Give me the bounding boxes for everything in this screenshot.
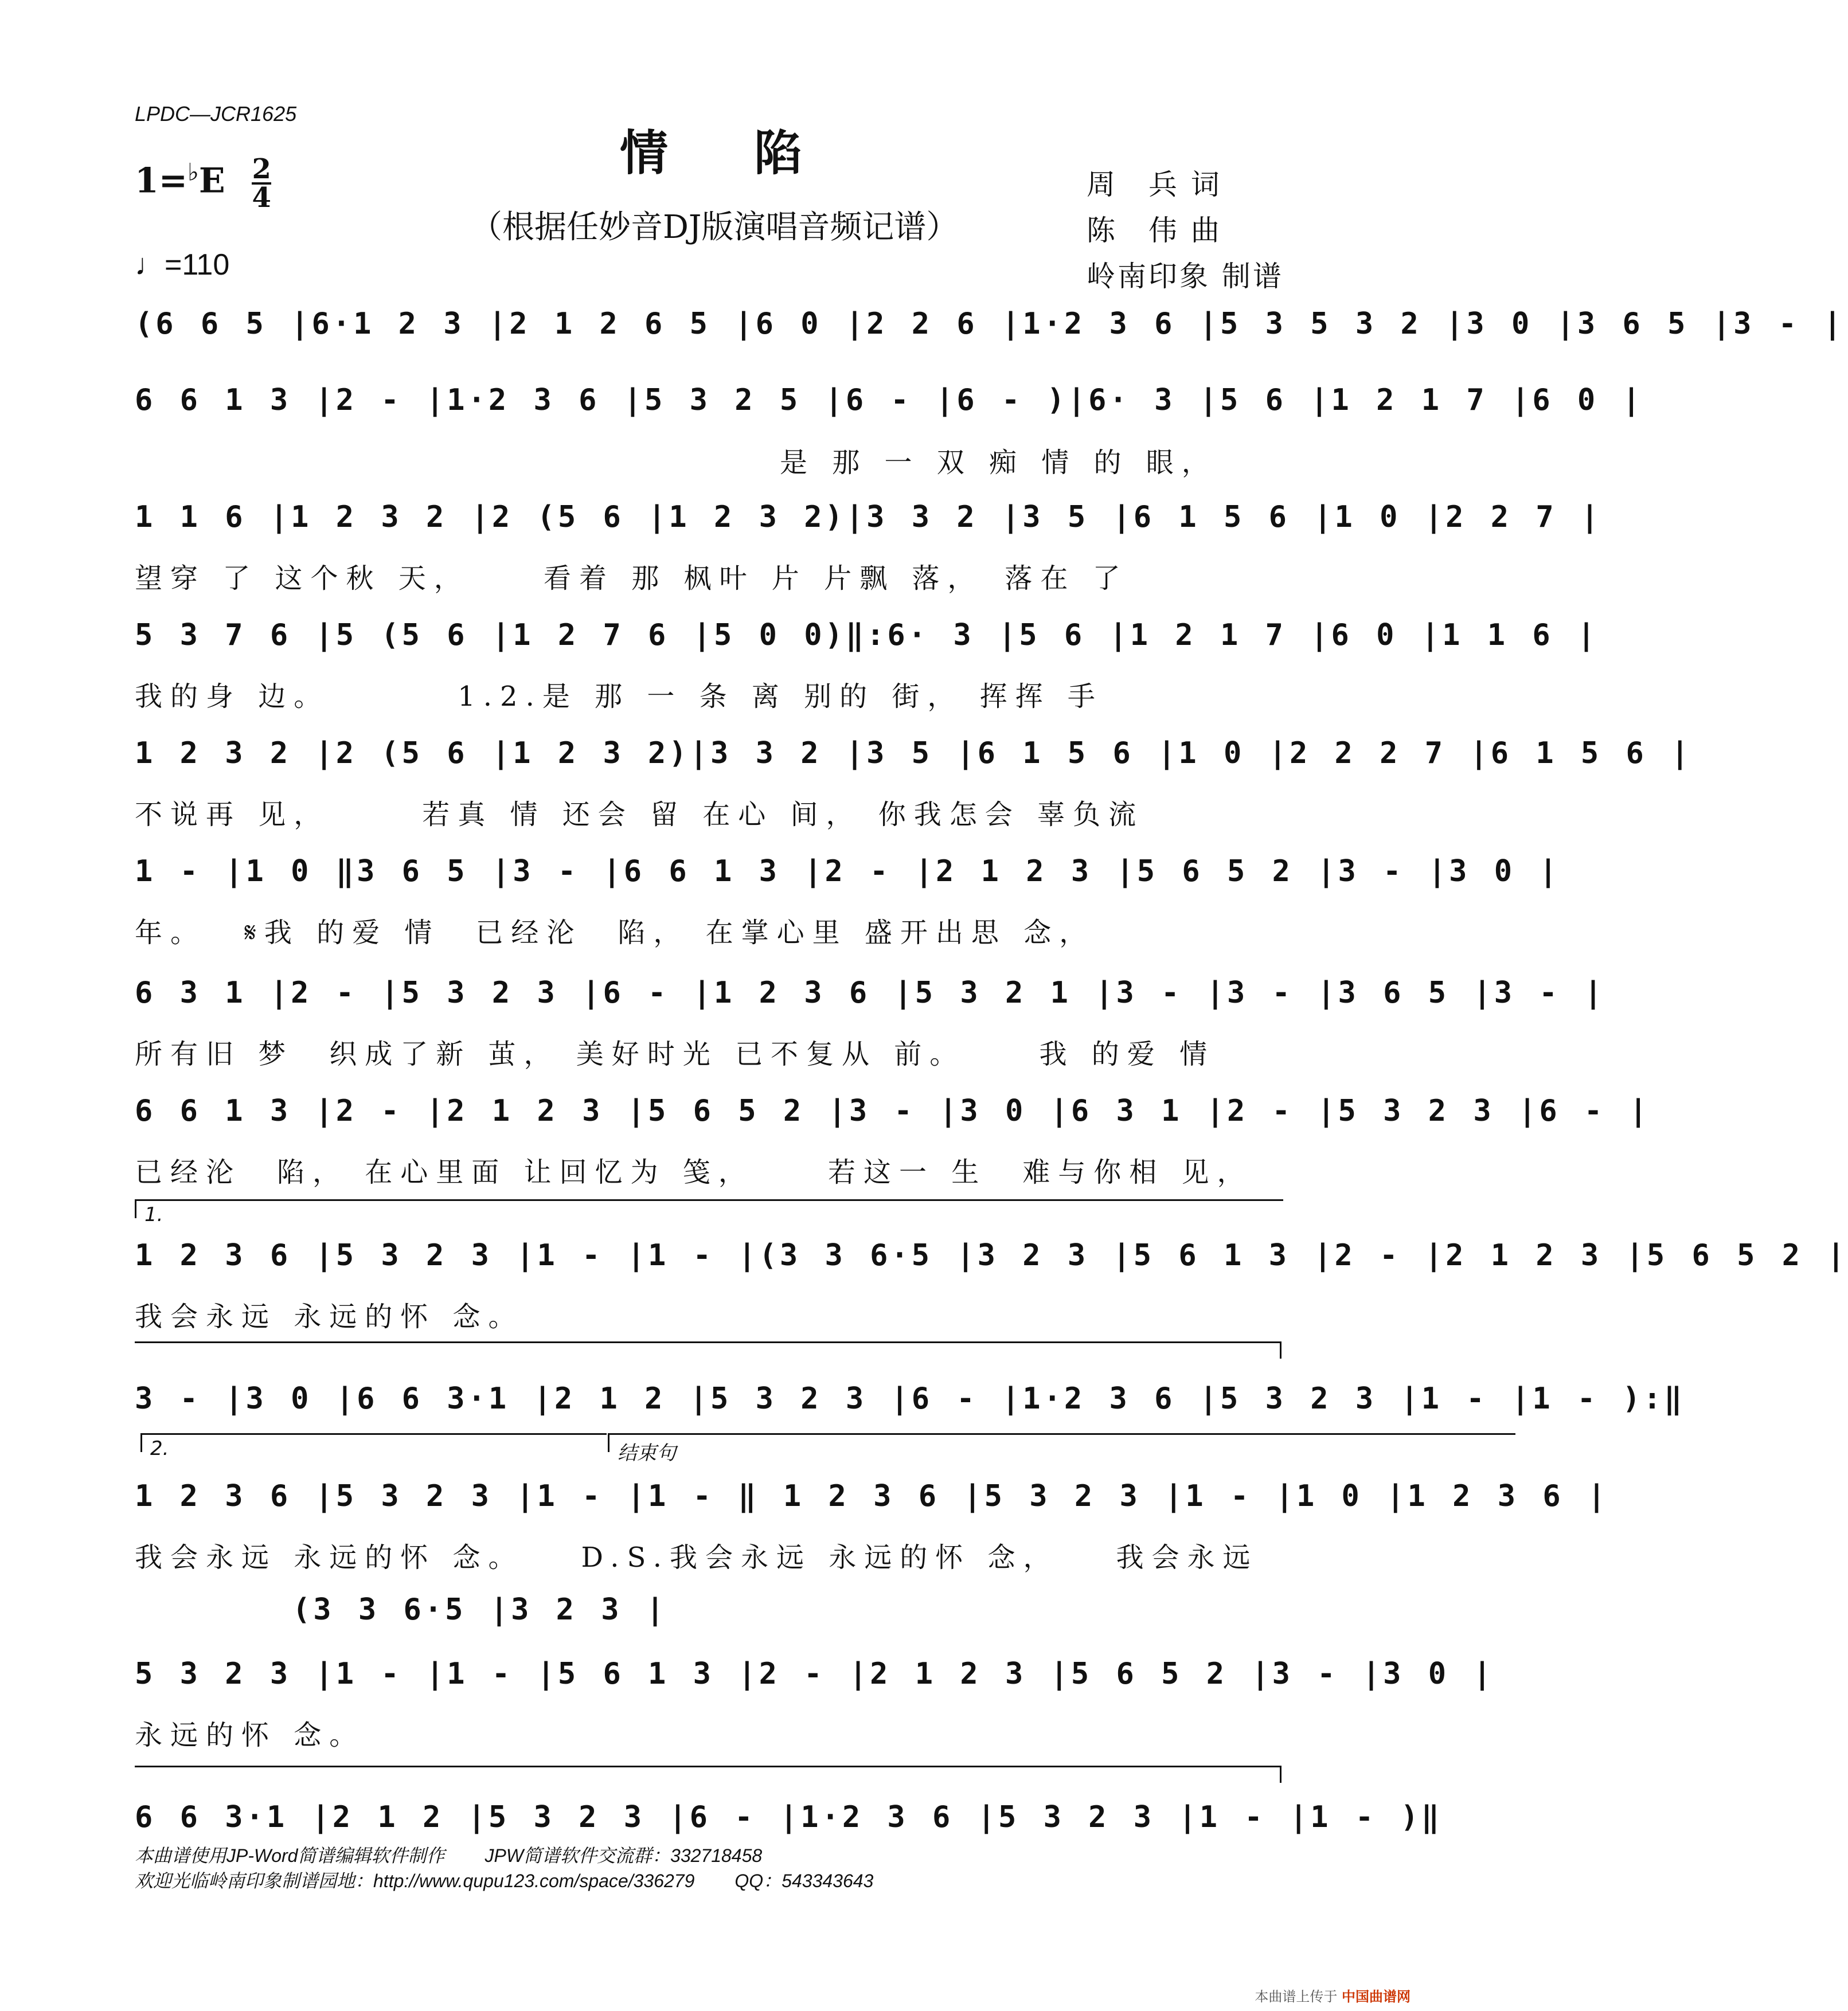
coda-label: 结束句 <box>618 1442 676 1465</box>
repeat-rule-top <box>135 1341 1282 1343</box>
flat-sign: ♭ <box>187 158 199 186</box>
score-line-12: (3 3 6·5 |3 2 3 | <box>292 1593 667 1627</box>
score-line-1: (6 6 5 |6·1 2 3 |2 1 2 6 5 |6 0 |2 2 6 |1·2 3 6 |5 3 5 3 2 |3 0 |3 6 5 |3 - | <box>135 307 1845 341</box>
time-top: 2 <box>252 153 271 185</box>
page-title: 情陷 <box>619 124 888 181</box>
time-signature <box>252 153 271 214</box>
second-ending-label: 2. <box>150 1437 169 1460</box>
lyric-line-9: 我会永远 永远的怀 念。 <box>135 1301 524 1333</box>
lyric-line-5: 不说再 见， 若真 情 还会 留 在心 间， 你我怎会 辜负流 <box>135 799 1144 831</box>
final-rule-top <box>135 1766 1282 1767</box>
score-line-10: 3 - |3 0 |6 6 3·1 |2 1 2 |5 3 2 3 |6 - |1·2 3 6 |5 3 2 3 |1 - |1 - ):‖ <box>135 1382 1685 1416</box>
score-line-5: 1 2 3 2 |2 (5 6 |1 2 3 2)|3 3 2 |3 5 |6 1 5 6 |1 0 |2 2 2 7 |6 1 5 6 | <box>135 736 1692 770</box>
arranger: 岭南印象 制谱 <box>1087 260 1284 293</box>
score-code: LPDC—JCR1625 <box>135 102 297 126</box>
composer: 陈 伟 曲 <box>1087 214 1222 247</box>
final-rule-end <box>1280 1766 1282 1783</box>
lyric-line-3: 望穿 了 这个秋 天， 看着 那 枫叶 片 片飘 落， 落在 了 <box>135 562 1128 594</box>
watermark <box>1255 1985 1411 2005</box>
score-line-13: 5 3 2 3 |1 - |1 - |5 6 1 3 |2 - |2 1 2 3 |5 6 5 2 |3 - |3 0 | <box>135 1657 1494 1691</box>
score-line-4: 5 3 7 6 |5 (5 6 |1 2 7 6 |5 0 0)‖:6· 3 |5 6 |1 2 1 7 |6 0 |1 1 6 | <box>135 618 1599 652</box>
key-signature <box>135 153 271 214</box>
watermark-text: 本曲谱上传于 <box>1255 1989 1338 2005</box>
score-line-8: 6 6 1 3 |2 - |2 1 2 3 |5 6 5 2 |3 - |3 0 |6 3 1 |2 - |5 3 2 3 |6 - | <box>135 1094 1650 1128</box>
key-note: E <box>198 161 225 201</box>
key-label: 1= <box>135 161 188 201</box>
footer-line-1 <box>135 1841 802 1868</box>
lyric-line-13: 永远的怀 念。 <box>135 1719 365 1751</box>
lyric-line-6: 年。 𝄋我 的爱 情 已经沦 陷， 在掌心里 盛开出思 念， <box>135 917 1095 949</box>
lyricist: 周 兵 词 <box>1087 168 1222 201</box>
score-line-11: 1 2 3 6 |5 3 2 3 |1 - |1 - ‖ 1 2 3 6 |5 3 2 3 |1 - |1 0 |1 2 3 6 | <box>135 1479 1609 1513</box>
lyric-line-8: 已经沦 陷， 在心里面 让回忆为 笺， 若这一 生 难与你相 见， <box>135 1156 1253 1188</box>
second-ending-bracket <box>140 1433 607 1460</box>
footer-line-2 <box>135 1867 913 1893</box>
score-line-3: 1 1 6 |1 2 3 2 |2 (5 6 |1 2 3 2)|3 3 2 |3 5 |6 1 5 6 |1 0 |2 2 7 | <box>135 500 1602 534</box>
credits <box>1087 162 1284 299</box>
coda-bracket <box>608 1433 1515 1465</box>
first-ending-label: 1. <box>144 1203 163 1226</box>
lyric-line-4: 我的身 边。 1.2.是 那 一 条 离 别的 街， 挥挥 手 <box>135 680 1103 713</box>
watermark-brand: 中国曲谱网 <box>1342 1989 1411 2005</box>
time-bottom: 4 <box>252 182 271 214</box>
footer-group: JPW简谱软件交流群：332718458 <box>485 1845 763 1866</box>
lyric-line-2: 是 那 一 双 痴 情 的 眼， <box>780 447 1217 479</box>
score-line-9: 1 2 3 6 |5 3 2 3 |1 - |1 - |(3 3 6·5 |3 2 3 |5 6 1 3 |2 - |2 1 2 3 |5 6 5 2 | <box>135 1238 1848 1273</box>
score-line-2: 6 6 1 3 |2 - |1·2 3 6 |5 3 2 5 |6 - |6 - )|6· 3 |5 6 |1 2 1 7 |6 0 | <box>135 383 1643 417</box>
footer-qq: QQ：543343643 <box>734 1871 874 1891</box>
footer-site: 欢迎光临岭南印象制谱园地：http://www.qupu123.com/space/336279 <box>135 1871 695 1891</box>
repeat-rule-end <box>1280 1341 1282 1359</box>
lyric-line-7: 所有旧 梦 织成了新 茧， 美好时光 已不复从 前。 我 的爱 情 <box>135 1038 1216 1070</box>
lyric-line-11: 我会永远 永远的怀 念。 D.S.我会永远 永远的怀 念， 我会永远 <box>135 1541 1259 1574</box>
score-line-14: 6 6 3·1 |2 1 2 |5 3 2 3 |6 - |1·2 3 6 |5 3 2 3 |1 - |1 - )‖ <box>135 1800 1443 1834</box>
score-line-7: 6 3 1 |2 - |5 3 2 3 |6 - |1 2 3 6 |5 3 2 1 |3 - |3 - |3 6 5 |3 - | <box>135 976 1605 1010</box>
tempo-mark: ♩=110 <box>135 248 230 281</box>
footer-software: 本曲谱使用JP-Word简谱编辑软件制作 <box>135 1845 445 1866</box>
score-line-6: 1 - |1 0 ‖3 6 5 |3 - |6 6 1 3 |2 - |2 1 2 3 |5 6 5 2 |3 - |3 0 | <box>135 854 1560 889</box>
first-ending-bracket <box>135 1199 1283 1226</box>
subtitle: （根据任妙音DJ版演唱音频记谱） <box>470 209 959 246</box>
